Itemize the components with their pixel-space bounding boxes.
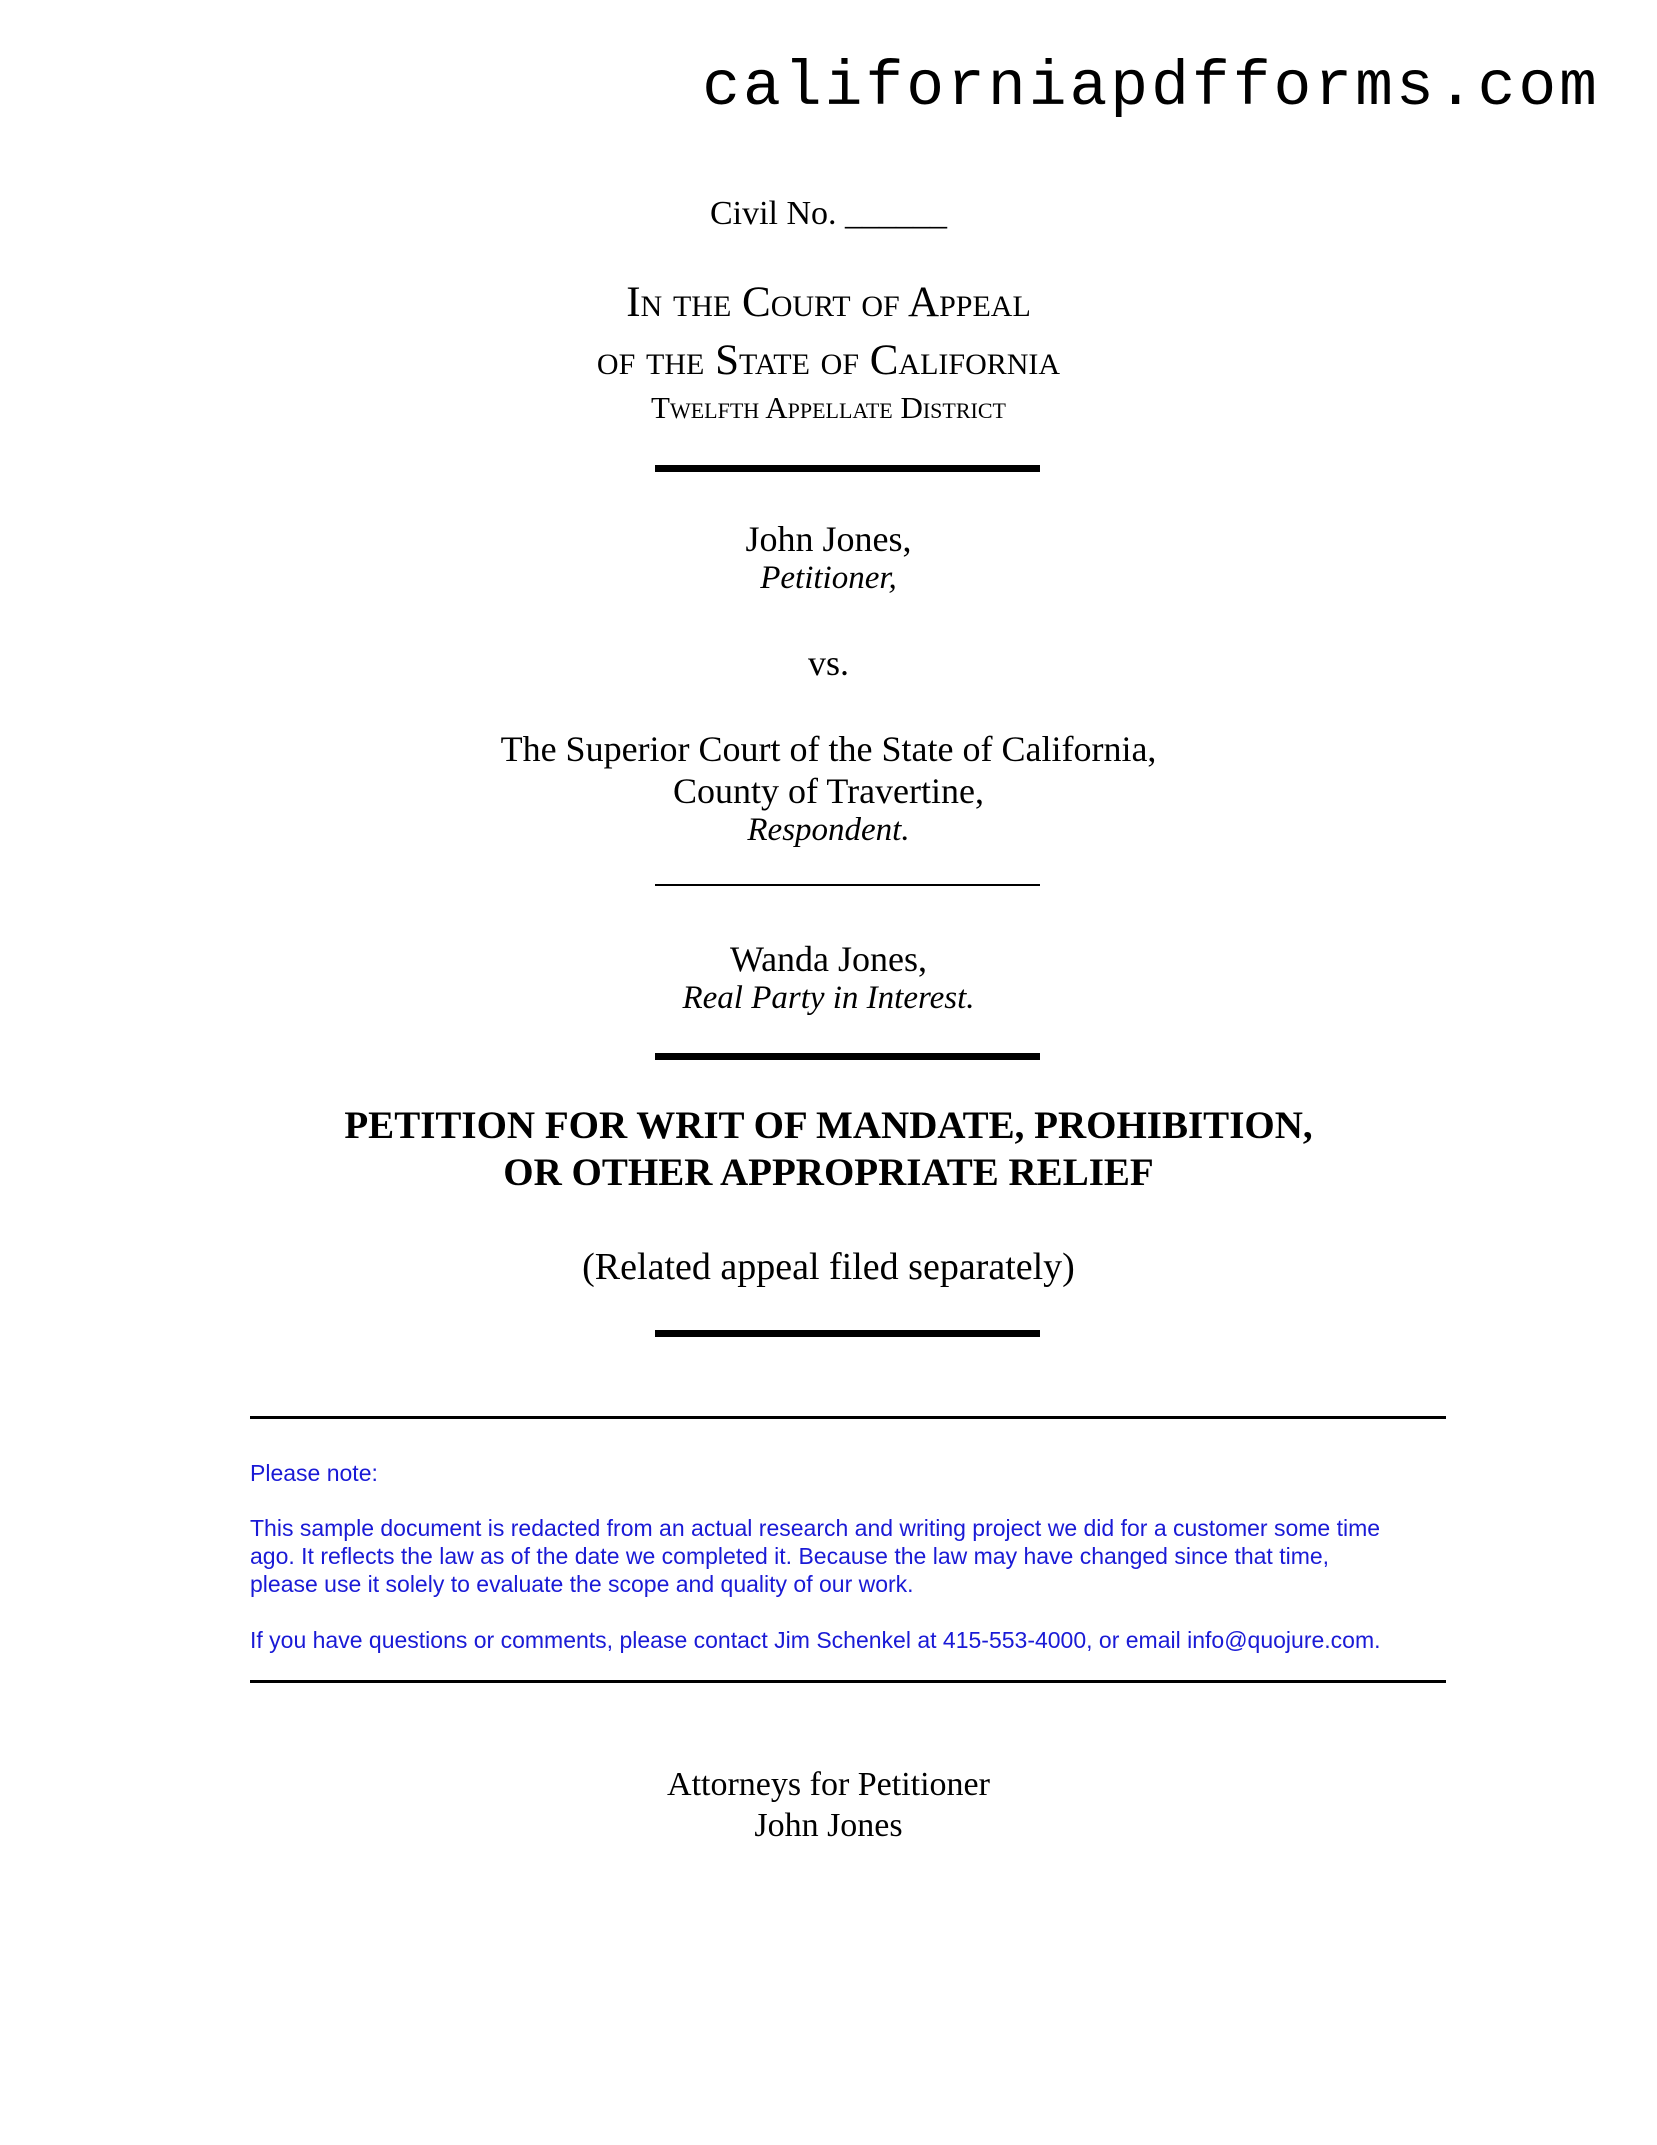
respondent-line2: County of Travertine, xyxy=(673,771,984,811)
respondent-role: Respondent. xyxy=(747,812,910,848)
note-contact: If you have questions or comments, please contact Jim Schenkel at 415-553-4000, or email info@quojure.com. xyxy=(250,1627,1381,1653)
court-name-line2: of the State of California xyxy=(596,337,1061,384)
court-name-line1: In the Court of Appeal xyxy=(626,279,1031,326)
real-party-name: Wanda Jones, xyxy=(729,939,928,979)
divider-middle xyxy=(655,1053,1040,1060)
versus-text: vs. xyxy=(807,643,849,683)
petitioner-name: John Jones, xyxy=(745,519,912,559)
related-appeal-note: (Related appeal filed separately) xyxy=(582,1246,1075,1288)
document-title-line1: PETITION FOR WRIT OF MANDATE, PROHIBITION, xyxy=(344,1104,1313,1147)
civil-number: Civil No. ______ xyxy=(709,195,948,232)
attorneys-line1: Attorneys for Petitioner xyxy=(667,1766,990,1803)
note-body-line1: This sample document is redacted from an actual research and writing project we did for a customer some time xyxy=(250,1515,1381,1541)
note-bottom-rule xyxy=(250,1680,1446,1683)
appellate-district: Twelfth Appellate District xyxy=(651,390,1006,425)
petitioner-role: Petitioner, xyxy=(760,560,897,596)
watermark-text: californiapdfforms.com xyxy=(702,52,1600,123)
note-top-rule xyxy=(250,1416,1446,1419)
divider-respondent xyxy=(655,884,1040,886)
note-heading: Please note: xyxy=(250,1460,378,1486)
note-body-line2: ago. It reflects the law as of the date we completed it. Because the law may have changed since that time, xyxy=(250,1543,1330,1569)
attorneys-line2: John Jones xyxy=(754,1807,903,1844)
note-body-line3: please use it solely to evaluate the scope and quality of our work. xyxy=(250,1571,914,1597)
divider-bottom xyxy=(655,1330,1040,1337)
divider-top xyxy=(655,465,1040,472)
real-party-role: Real Party in Interest. xyxy=(682,980,975,1016)
respondent-line1: The Superior Court of the State of California, xyxy=(500,729,1157,769)
document-title-line2: OR OTHER APPROPRIATE RELIEF xyxy=(503,1151,1154,1194)
